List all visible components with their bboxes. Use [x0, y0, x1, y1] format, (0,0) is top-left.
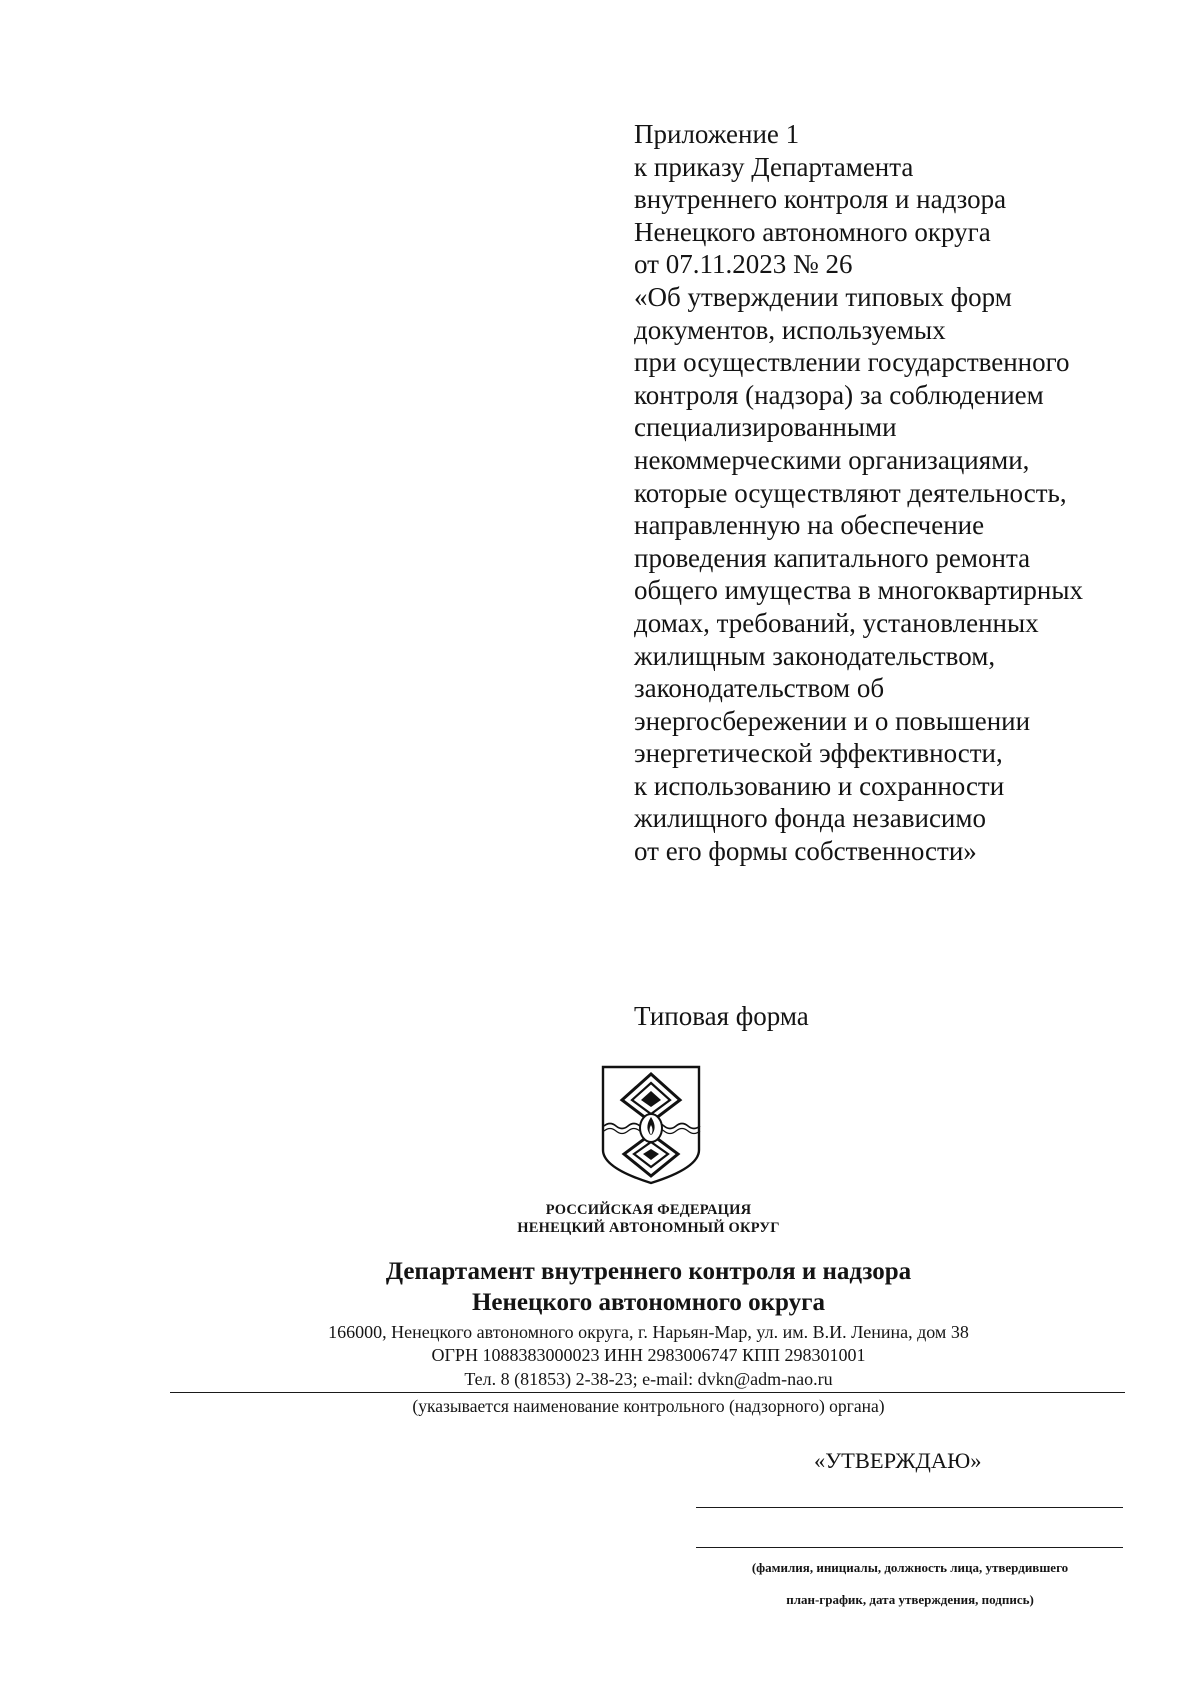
- appendix-line: от его формы собственности»: [634, 836, 977, 867]
- signature-line: [696, 1507, 1123, 1508]
- appendix-line: Ненецкого автономного округа: [634, 216, 991, 247]
- appendix-line: к использованию и сохранности: [634, 770, 1005, 801]
- appendix-line: от 07.11.2023 № 26: [634, 249, 853, 280]
- appendix-line: при осуществлении государственного: [634, 347, 1070, 378]
- signature-line: [696, 1547, 1123, 1548]
- org-name-caption: (указывается наименование контрольного (надзорного) органа): [412, 1396, 885, 1416]
- approval-title: «УТВЕРЖДАЮ»: [814, 1448, 982, 1473]
- appendix-line: законодательством об: [634, 673, 885, 704]
- region-name: НЕНЕЦКИЙ АВТОНОМНЫЙ ОКРУГ: [517, 1220, 780, 1236]
- appendix-line: к приказу Департамента: [634, 151, 914, 182]
- appendix-line: направленную на обеспечение: [634, 510, 985, 541]
- appendix-line: энергетической эффективности,: [634, 738, 1003, 769]
- appendix-line: жилищного фонда независимо: [634, 803, 986, 834]
- appendix-line: контроля (надзора) за соблюдением: [634, 379, 1044, 410]
- department-contacts: Тел. 8 (81853) 2-38-23; e-mail: dvkn@adm-nao.ru: [464, 1369, 833, 1389]
- appendix-line: проведения капитального ремонта: [634, 542, 1031, 573]
- appendix-line: внутреннего контроля и надзора: [634, 184, 1007, 215]
- country-name: РОССИЙСКАЯ ФЕДЕРАЦИЯ: [545, 1202, 752, 1218]
- appendix-line: которые осуществляют деятельность,: [634, 477, 1067, 508]
- appendix-line: жилищным законодательством,: [634, 640, 996, 671]
- department-address: 166000, Ненецкого автономного округа, г. Нарьян-Мар, ул. им. В.И. Ленина, дом 38: [328, 1322, 969, 1342]
- appendix-line: Приложение 1: [634, 119, 800, 149]
- header-divider: [170, 1392, 1125, 1393]
- appendix-line: специализированными: [634, 412, 897, 443]
- department-registration: ОГРН 1088383000023 ИНН 2983006747 КПП 298301001: [431, 1345, 866, 1365]
- appendix-line: «Об утверждении типовых форм: [634, 281, 1012, 312]
- appendix-line: общего имущества в многоквартирных: [634, 575, 1083, 606]
- appendix-line: некоммерческими организациями,: [634, 444, 1030, 475]
- approval-caption: (фамилия, инициалы, должность лица, утвердившего: [751, 1560, 1069, 1575]
- form-type-label: Типовая форма: [634, 1001, 809, 1031]
- appendix-line: домах, требований, установленных: [634, 607, 1039, 638]
- department-title-line2: Ненецкого автономного округа: [471, 1289, 825, 1316]
- approval-caption-line2: план-график, дата утверждения, подпись): [786, 1592, 1034, 1607]
- coat-of-arms-icon: [600, 1064, 702, 1186]
- department-title: Департамент внутреннего контроля и надзора: [385, 1258, 912, 1285]
- appendix-block: [634, 118, 1174, 868]
- appendix-line: документов, используемых: [634, 314, 946, 345]
- appendix-line: энергосбережении и о повышении: [634, 705, 1031, 736]
